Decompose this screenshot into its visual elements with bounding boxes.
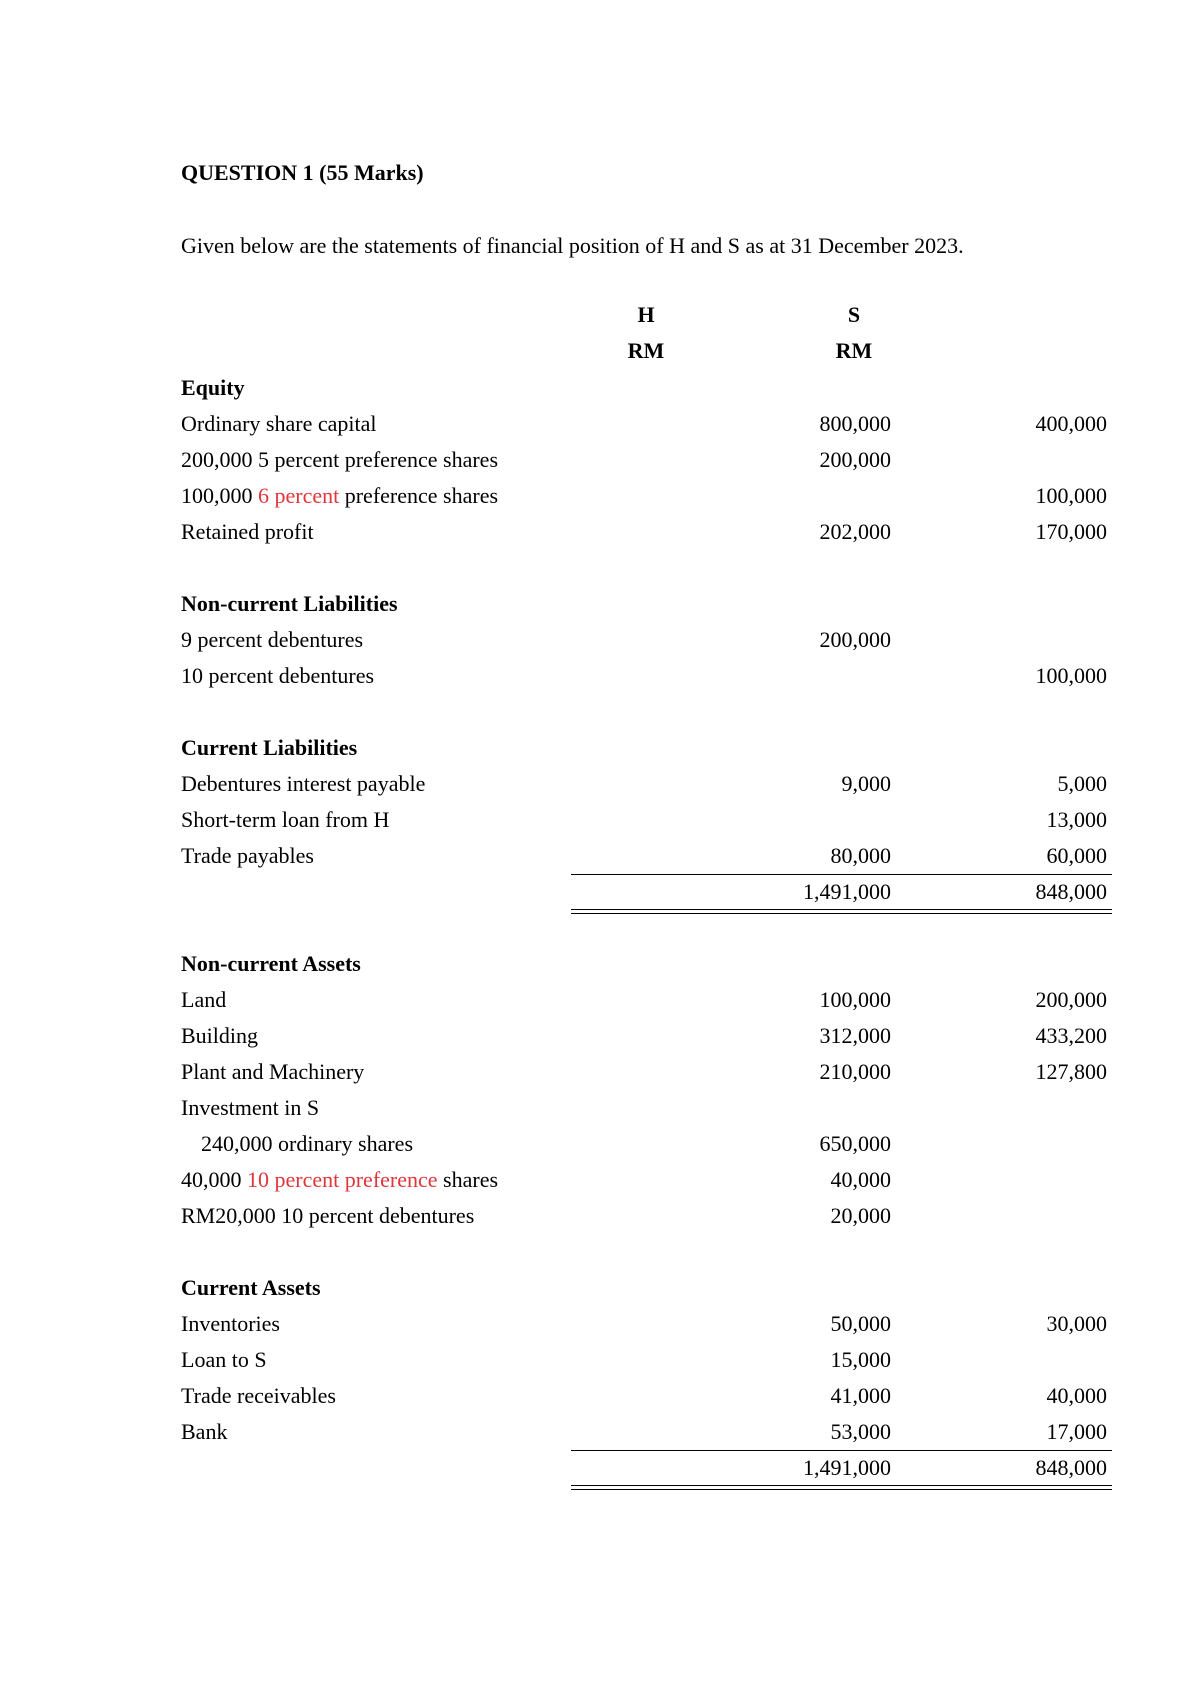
total-value-h: 1,491,000 [803, 1455, 891, 1480]
row-value-h: 800,000 [819, 411, 891, 436]
row-label: Loan to S [181, 1347, 267, 1372]
table-row [181, 982, 1107, 1018]
table-row [181, 478, 1107, 514]
label-prefix: 100,000 [181, 483, 258, 508]
row-label [181, 478, 498, 514]
table-row [181, 442, 941, 478]
row-value-s: 100,000 [1035, 483, 1107, 508]
row-value-s: 40,000 [1046, 1383, 1107, 1408]
column-h-name: H [637, 302, 655, 327]
table-row [181, 1378, 1107, 1414]
row-label: 240,000 ordinary shares [201, 1131, 414, 1156]
row-value-h: 53,000 [830, 1419, 891, 1444]
table-row [181, 802, 1107, 838]
row-value-h: 100,000 [819, 987, 891, 1012]
column-h-unit: RM [627, 338, 665, 363]
statement-table [181, 370, 1107, 1486]
column-s-name: S [847, 302, 861, 327]
row-label: Debentures interest payable [181, 771, 426, 796]
row-label: Short-term loan from H [181, 807, 390, 832]
spacer [181, 1234, 941, 1270]
table-row [181, 1162, 941, 1198]
row-value-h: 40,000 [830, 1167, 891, 1192]
label-suffix: preference shares [339, 483, 499, 508]
table-row [181, 1342, 941, 1378]
table-row [181, 406, 1107, 442]
row-value-h: 200,000 [819, 627, 891, 652]
label-prefix: 40,000 [181, 1167, 247, 1192]
row-value-h: 15,000 [830, 1347, 891, 1372]
intro-text: Given below are the statements of financial position of H and S as at 31 December 2023. [181, 233, 964, 258]
spacer [181, 550, 941, 586]
row-value-s: 60,000 [1046, 843, 1107, 868]
row-label: Plant and Machinery [181, 1059, 365, 1084]
label-suffix: shares [437, 1167, 499, 1192]
section-title: Equity [181, 375, 245, 400]
row-value-s: 400,000 [1035, 411, 1107, 436]
row-value-h: 210,000 [819, 1059, 891, 1084]
row-label: Inventories [181, 1311, 280, 1336]
row-value-s: 17,000 [1046, 1419, 1107, 1444]
section-heading-current-assets [181, 1270, 941, 1306]
highlighted-text: 10 percent preference [247, 1167, 438, 1192]
row-label: Investment in S [181, 1095, 320, 1120]
question-title: QUESTION 1 (55 Marks) [181, 160, 424, 185]
spacer [181, 910, 941, 946]
row-value-s: 13,000 [1046, 807, 1107, 832]
row-label: Trade payables [181, 843, 314, 868]
row-label: Land [181, 987, 227, 1012]
row-value-s: 170,000 [1035, 519, 1107, 544]
total-value-s: 848,000 [1035, 1455, 1107, 1480]
row-label [181, 1162, 498, 1198]
table-row [181, 1054, 1107, 1090]
table-row [181, 766, 1107, 802]
row-label: Ordinary share capital [181, 411, 377, 436]
section-heading-noncurrent-liabilities [181, 586, 941, 622]
row-value-s: 100,000 [1035, 663, 1107, 688]
total-row [181, 1450, 1107, 1486]
section-title: Non-current Liabilities [181, 591, 398, 616]
row-value-h: 202,000 [819, 519, 891, 544]
row-value-s: 30,000 [1046, 1311, 1107, 1336]
row-value-s: 127,800 [1035, 1059, 1107, 1084]
table-row [181, 1126, 941, 1162]
row-value-h: 50,000 [830, 1311, 891, 1336]
table-row [181, 838, 1107, 874]
total-value-s: 848,000 [1035, 879, 1107, 904]
table-row [181, 658, 1107, 694]
row-value-s: 433,200 [1035, 1023, 1107, 1048]
row-value-h: 20,000 [830, 1203, 891, 1228]
section-heading-noncurrent-assets [181, 946, 941, 982]
section-title: Current Liabilities [181, 735, 358, 760]
row-label: Bank [181, 1419, 228, 1444]
table-row [181, 622, 941, 658]
column-s-unit: RM [835, 338, 873, 363]
row-value-s: 200,000 [1035, 987, 1107, 1012]
row-value-h: 80,000 [830, 843, 891, 868]
table-row [181, 1090, 941, 1126]
section-title: Current Assets [181, 1275, 321, 1300]
total-double-rule [778, 1489, 1112, 1490]
row-label: 10 percent debentures [181, 663, 375, 688]
table-row [181, 1306, 1107, 1342]
row-label: Trade receivables [181, 1383, 336, 1408]
total-value-h: 1,491,000 [803, 879, 891, 904]
table-row [181, 1198, 941, 1234]
row-label: Retained profit [181, 519, 314, 544]
total-row [181, 874, 1107, 910]
row-value-h: 200,000 [819, 447, 891, 472]
table-row [181, 514, 1107, 550]
row-label: 200,000 5 percent preference shares [181, 447, 499, 472]
row-label: Building [181, 1023, 259, 1048]
table-row [181, 1018, 1107, 1054]
row-value-h: 650,000 [819, 1131, 891, 1156]
row-value-h: 41,000 [830, 1383, 891, 1408]
row-label: 9 percent debentures [181, 627, 364, 652]
spacer [181, 694, 941, 730]
row-label: RM20,000 10 percent debentures [181, 1203, 475, 1228]
row-value-h: 9,000 [841, 771, 891, 796]
highlighted-text: 6 percent [258, 483, 340, 508]
section-heading-current-liabilities [181, 730, 941, 766]
section-title: Non-current Assets [181, 951, 361, 976]
row-value-s: 5,000 [1057, 771, 1107, 796]
section-heading-equity [181, 370, 941, 406]
table-row [181, 1414, 1107, 1450]
row-value-h: 312,000 [819, 1023, 891, 1048]
